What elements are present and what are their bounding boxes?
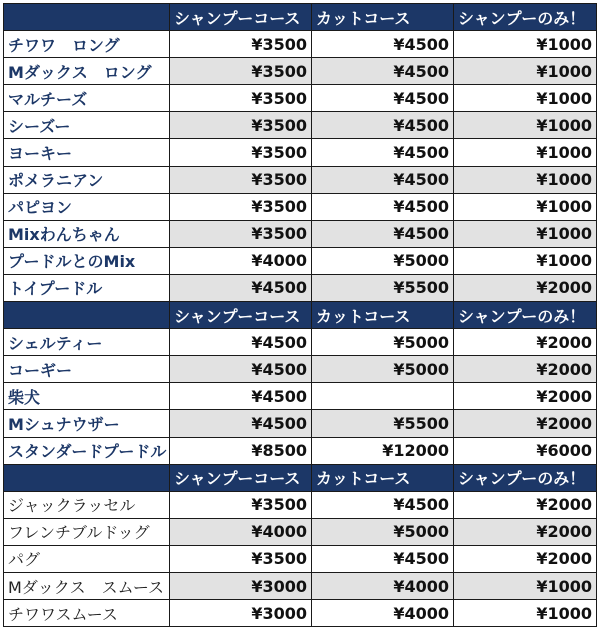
breed-name-cell: トイプードル [4, 274, 170, 301]
price-cell: ¥5500 [312, 274, 454, 301]
breed-name-cell: 柴犬 [4, 383, 170, 410]
table-row [4, 600, 597, 627]
price-cell: ¥1000 [454, 166, 597, 193]
price-cell: ¥4500 [312, 58, 454, 85]
breed-name-cell: チワワ ロング [4, 31, 170, 58]
price-cell: ¥4500 [312, 85, 454, 112]
price-cell: ¥2000 [454, 491, 597, 518]
breed-name-cell: Mダックス ロング [4, 58, 170, 85]
price-cell: ¥12000 [312, 437, 454, 464]
price-cell: ¥3500 [170, 220, 312, 247]
price-cell: ¥4500 [170, 410, 312, 437]
breed-name-cell: マルチーズ [4, 85, 170, 112]
price-cell: ¥4500 [170, 356, 312, 383]
price-cell: ¥2000 [454, 410, 597, 437]
column-header: カットコース [312, 464, 454, 491]
price-cell: ¥4000 [312, 572, 454, 599]
price-cell: ¥1000 [454, 220, 597, 247]
breed-name-cell: ヨーキー [4, 139, 170, 166]
price-cell: ¥6000 [454, 437, 597, 464]
breed-name-cell: シーズー [4, 112, 170, 139]
table-row [4, 410, 597, 437]
price-cell: ¥1000 [454, 572, 597, 599]
price-cell: ¥1000 [454, 31, 597, 58]
breed-name-cell: Mダックス スムース [4, 572, 170, 599]
price-cell: ¥3500 [170, 58, 312, 85]
breed-name-cell: ジャックラッセル [4, 491, 170, 518]
table-row [4, 329, 597, 356]
price-cell: ¥1000 [454, 85, 597, 112]
table-row [4, 383, 597, 410]
column-header: シャンプーのみ！ [454, 302, 597, 329]
header-corner-cell [4, 464, 170, 491]
price-cell: ¥3500 [170, 31, 312, 58]
price-cell: ¥1000 [454, 58, 597, 85]
table-row [4, 437, 597, 464]
header-row [4, 464, 597, 491]
price-cell: ¥4000 [170, 518, 312, 545]
table-row [4, 112, 597, 139]
price-cell: ¥4000 [170, 247, 312, 274]
price-cell: ¥1000 [454, 193, 597, 220]
price-cell: ¥5000 [312, 247, 454, 274]
price-cell: ¥4500 [312, 220, 454, 247]
table-row [4, 85, 597, 112]
table-row [4, 166, 597, 193]
table-row [4, 545, 597, 572]
table-body [4, 4, 597, 627]
price-cell: ¥4500 [170, 329, 312, 356]
column-header: シャンプーコース [170, 302, 312, 329]
price-cell [312, 383, 454, 410]
column-header: シャンプーのみ！ [454, 464, 597, 491]
price-cell: ¥3000 [170, 600, 312, 627]
price-cell: ¥1000 [454, 600, 597, 627]
column-header: カットコース [312, 302, 454, 329]
price-cell: ¥4000 [312, 600, 454, 627]
table-row [4, 274, 597, 301]
column-header: カットコース [312, 4, 454, 31]
breed-name-cell: Mixわんちゃん [4, 220, 170, 247]
price-cell: ¥3500 [170, 166, 312, 193]
price-cell: ¥4500 [312, 139, 454, 166]
header-row [4, 4, 597, 31]
breed-name-cell: Mシュナウザー [4, 410, 170, 437]
table-row [4, 356, 597, 383]
price-cell: ¥3500 [170, 112, 312, 139]
price-cell: ¥4500 [170, 383, 312, 410]
table-row [4, 220, 597, 247]
header-row [4, 302, 597, 329]
breed-name-cell: パグ [4, 545, 170, 572]
price-cell: ¥3500 [170, 491, 312, 518]
price-cell: ¥2000 [454, 274, 597, 301]
breed-name-cell: フレンチブルドッグ [4, 518, 170, 545]
breed-name-cell: プードルとのMix [4, 247, 170, 274]
header-corner-cell [4, 302, 170, 329]
price-cell: ¥5000 [312, 329, 454, 356]
price-cell: ¥1000 [454, 247, 597, 274]
price-cell: ¥4500 [312, 491, 454, 518]
table-row [4, 518, 597, 545]
column-header: シャンプーコース [170, 464, 312, 491]
price-cell: ¥3500 [170, 139, 312, 166]
price-cell: ¥5500 [312, 410, 454, 437]
price-cell: ¥2000 [454, 329, 597, 356]
price-cell: ¥4500 [170, 274, 312, 301]
breed-name-cell: チワワスムース [4, 600, 170, 627]
breed-name-cell: コーギー [4, 356, 170, 383]
price-cell: ¥5000 [312, 356, 454, 383]
table-row [4, 31, 597, 58]
breed-name-cell: シェルティー [4, 329, 170, 356]
table-row [4, 139, 597, 166]
table-row [4, 491, 597, 518]
price-cell: ¥4500 [312, 112, 454, 139]
price-cell: ¥1000 [454, 139, 597, 166]
price-cell: ¥4500 [312, 545, 454, 572]
price-cell: ¥3500 [170, 193, 312, 220]
price-cell: ¥1000 [454, 112, 597, 139]
price-cell: ¥2000 [454, 356, 597, 383]
price-cell: ¥2000 [454, 518, 597, 545]
table-row [4, 193, 597, 220]
price-cell: ¥2000 [454, 383, 597, 410]
table-row [4, 247, 597, 274]
price-cell: ¥8500 [170, 437, 312, 464]
header-corner-cell [4, 4, 170, 31]
breed-name-cell: スタンダードプードル [4, 437, 170, 464]
table-row [4, 58, 597, 85]
column-header: シャンプーのみ！ [454, 4, 597, 31]
price-cell: ¥3000 [170, 572, 312, 599]
breed-name-cell: ポメラニアン [4, 166, 170, 193]
column-header: シャンプーコース [170, 4, 312, 31]
price-cell: ¥4500 [312, 193, 454, 220]
price-cell: ¥3500 [170, 85, 312, 112]
price-cell: ¥2000 [454, 545, 597, 572]
price-cell: ¥3500 [170, 545, 312, 572]
table-row [4, 572, 597, 599]
breed-name-cell: パピヨン [4, 193, 170, 220]
grooming-price-table [3, 3, 597, 627]
price-cell: ¥4500 [312, 31, 454, 58]
price-cell: ¥5000 [312, 518, 454, 545]
price-cell: ¥4500 [312, 166, 454, 193]
